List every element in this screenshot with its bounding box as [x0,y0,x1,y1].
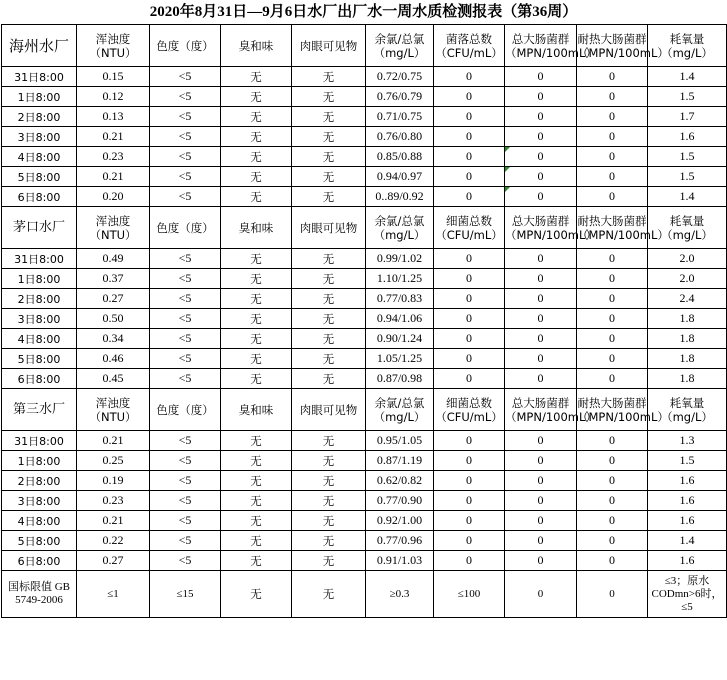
header-visible-matter: 肉眼可见物 [292,207,366,249]
value-color: <5 [150,167,221,187]
header-turbidity: 浑浊度（NTU） [77,25,150,67]
value-coliform: 0 [505,269,577,289]
table-row [2,511,727,531]
table-row [2,187,727,207]
value-oxygen-consumption: 1.6 [648,511,727,531]
limit-oxygen-consumption: ≤3；原水CODmn>6时，≤5 [648,571,727,618]
value-odor: 无 [221,127,292,147]
value-color: <5 [150,107,221,127]
value-coliform: 0 [505,471,577,491]
value-odor: 无 [221,471,292,491]
value-visible-matter: 无 [292,269,366,289]
value-chlorine: 1.05/1.25 [366,349,434,369]
value-oxygen-consumption: 1.8 [648,329,727,349]
value-chlorine: 0.95/1.05 [366,431,434,451]
plant-name: 海州水厂 [2,25,77,67]
value-chlorine: 0.76/0.79 [366,87,434,107]
table-row [2,369,727,389]
table-row [2,491,727,511]
value-color: <5 [150,491,221,511]
table-row [2,127,727,147]
value-thermo-coliform: 0 [577,531,648,551]
value-oxygen-consumption: 1.6 [648,471,727,491]
value-coliform: 0 [505,187,577,207]
value-turbidity: 0.22 [77,531,150,551]
value-visible-matter: 无 [292,491,366,511]
value-oxygen-consumption: 1.4 [648,187,727,207]
limit-coliform: 0 [505,571,577,618]
value-turbidity: 0.23 [77,147,150,167]
sample-time: 4日8:00 [2,511,77,531]
value-odor: 无 [221,369,292,389]
value-coliform: 0 [505,511,577,531]
value-bacteria: 0 [434,107,505,127]
value-oxygen-consumption: 2.4 [648,289,727,309]
header-oxygen-consumption: 耗氧量（mg/L） [648,207,727,249]
value-oxygen-consumption: 1.8 [648,309,727,329]
value-coliform: 0 [505,531,577,551]
value-chlorine: 0.76/0.80 [366,127,434,147]
value-oxygen-consumption: 1.8 [648,369,727,389]
value-visible-matter: 无 [292,349,366,369]
value-visible-matter: 无 [292,167,366,187]
value-thermo-coliform: 0 [577,167,648,187]
value-visible-matter: 无 [292,511,366,531]
value-thermo-coliform: 0 [577,369,648,389]
value-chlorine: 0.77/0.96 [366,531,434,551]
sample-time: 2日8:00 [2,289,77,309]
value-chlorine: 0.71/0.75 [366,107,434,127]
table-row [2,269,727,289]
sample-time: 5日8:00 [2,167,77,187]
value-chlorine: 0.72/0.75 [366,67,434,87]
value-thermo-coliform: 0 [577,551,648,571]
table-row [2,147,727,167]
header-coliform: 总大肠菌群（MPN/100mL） [505,25,577,67]
value-turbidity: 0.45 [77,369,150,389]
header-thermo-coliform: 耐热大肠菌群（MPN/100mL） [577,207,648,249]
sample-time: 4日8:00 [2,329,77,349]
value-coliform: 0 [505,349,577,369]
value-chlorine: 1.10/1.25 [366,269,434,289]
value-bacteria: 0 [434,127,505,147]
value-bacteria: 0 [434,369,505,389]
value-bacteria: 0 [434,431,505,451]
value-color: <5 [150,289,221,309]
sample-time: 3日8:00 [2,309,77,329]
value-chlorine: 0.94/1.06 [366,309,434,329]
header-thermo-coliform: 耐热大肠菌群（MPN/100mL） [577,25,648,67]
sample-time: 31日8:00 [2,249,77,269]
value-odor: 无 [221,107,292,127]
header-color: 色度（度） [150,389,221,431]
value-bacteria: 0 [434,147,505,167]
value-odor: 无 [221,67,292,87]
value-odor: 无 [221,269,292,289]
limit-chlorine: ≥0.3 [366,571,434,618]
header-oxygen-consumption: 耗氧量（mg/L） [648,25,727,67]
value-visible-matter: 无 [292,531,366,551]
value-coliform: 0 [505,67,577,87]
value-bacteria: 0 [434,551,505,571]
value-visible-matter: 无 [292,329,366,349]
table-row [2,531,727,551]
limit-thermo-coliform: 0 [577,571,648,618]
value-turbidity: 0.21 [77,127,150,147]
header-visible-matter: 肉眼可见物 [292,25,366,67]
value-bacteria: 0 [434,187,505,207]
value-bacteria: 0 [434,491,505,511]
sample-time: 6日8:00 [2,551,77,571]
value-chlorine: 0.77/0.90 [366,491,434,511]
value-chlorine: 0.62/0.82 [366,471,434,491]
value-visible-matter: 无 [292,249,366,269]
sample-time: 6日8:00 [2,369,77,389]
value-turbidity: 0.12 [77,87,150,107]
value-visible-matter: 无 [292,309,366,329]
value-bacteria: 0 [434,349,505,369]
value-thermo-coliform: 0 [577,511,648,531]
header-odor: 臭和味 [221,207,292,249]
value-oxygen-consumption: 1.6 [648,551,727,571]
value-color: <5 [150,451,221,471]
value-chlorine: 0.94/0.97 [366,167,434,187]
value-visible-matter: 无 [292,289,366,309]
value-thermo-coliform: 0 [577,309,648,329]
table-row [2,451,727,471]
value-odor: 无 [221,87,292,107]
table-row [2,309,727,329]
value-odor: 无 [221,329,292,349]
water-quality-table [1,24,727,618]
sample-time: 5日8:00 [2,531,77,551]
value-bacteria: 0 [434,471,505,491]
table-row [2,289,727,309]
sample-time: 31日8:00 [2,431,77,451]
value-chlorine: 0.90/1.24 [366,329,434,349]
value-thermo-coliform: 0 [577,67,648,87]
value-turbidity: 0.37 [77,269,150,289]
value-chlorine: 0..89/0.92 [366,187,434,207]
value-coliform: 0 [505,87,577,107]
header-odor: 臭和味 [221,25,292,67]
value-turbidity: 0.27 [77,551,150,571]
report-title: 2020年8月31日—9月6日水厂出厂水一周水质检测报表（第36周） [149,4,578,20]
value-visible-matter: 无 [292,147,366,167]
value-coliform: 0 [505,309,577,329]
sample-time: 1日8:00 [2,87,77,107]
header-coliform: 总大肠菌群（MPN/100mL） [505,389,577,431]
value-coliform: 0 [505,551,577,571]
value-coliform: 0 [505,451,577,471]
value-color: <5 [150,127,221,147]
value-bacteria: 0 [434,269,505,289]
value-bacteria: 0 [434,289,505,309]
value-color: <5 [150,67,221,87]
value-color: <5 [150,329,221,349]
value-turbidity: 0.20 [77,187,150,207]
value-thermo-coliform: 0 [577,249,648,269]
value-odor: 无 [221,309,292,329]
value-visible-matter: 无 [292,369,366,389]
sample-time: 2日8:00 [2,471,77,491]
value-oxygen-consumption: 2.0 [648,249,727,269]
value-oxygen-consumption: 1.7 [648,107,727,127]
value-color: <5 [150,269,221,289]
header-chlorine: 余氯/总氯（mg/L） [366,389,434,431]
value-coliform: 0 [505,249,577,269]
value-oxygen-consumption: 1.5 [648,451,727,471]
value-turbidity: 0.21 [77,167,150,187]
value-color: <5 [150,511,221,531]
section-header-row [2,389,727,431]
value-oxygen-consumption: 1.6 [648,491,727,511]
value-turbidity: 0.27 [77,289,150,309]
section-header-row [2,207,727,249]
value-odor: 无 [221,289,292,309]
sample-time: 2日8:00 [2,107,77,127]
header-color: 色度（度） [150,207,221,249]
value-visible-matter: 无 [292,107,366,127]
value-visible-matter: 无 [292,431,366,451]
sample-time: 5日8:00 [2,349,77,369]
value-odor: 无 [221,491,292,511]
sample-time: 4日8:00 [2,147,77,167]
table-row [2,67,727,87]
table-row [2,329,727,349]
value-chlorine: 0.92/1.00 [366,511,434,531]
value-turbidity: 0.21 [77,511,150,531]
value-visible-matter: 无 [292,87,366,107]
value-visible-matter: 无 [292,551,366,571]
value-chlorine: 0.87/1.19 [366,451,434,471]
header-thermo-coliform: 耐热大肠菌群（MPN/100mL） [577,389,648,431]
value-odor: 无 [221,349,292,369]
value-oxygen-consumption: 1.4 [648,531,727,551]
value-coliform: 0 [505,107,577,127]
value-oxygen-consumption: 1.3 [648,431,727,451]
limit-odor: 无 [221,571,292,618]
value-color: <5 [150,309,221,329]
value-coliform: 0 [505,431,577,451]
value-visible-matter: 无 [292,187,366,207]
value-thermo-coliform: 0 [577,349,648,369]
value-visible-matter: 无 [292,471,366,491]
value-oxygen-consumption: 1.4 [648,67,727,87]
sample-time: 3日8:00 [2,127,77,147]
header-oxygen-consumption: 耗氧量（mg/L） [648,389,727,431]
value-bacteria: 0 [434,67,505,87]
value-bacteria: 0 [434,451,505,471]
header-bacteria: 细菌总数（CFU/mL） [434,207,505,249]
value-bacteria: 0 [434,87,505,107]
header-odor: 臭和味 [221,389,292,431]
value-oxygen-consumption: 1.5 [648,87,727,107]
value-odor: 无 [221,187,292,207]
limit-turbidity: ≤1 [77,571,150,618]
value-thermo-coliform: 0 [577,107,648,127]
value-oxygen-consumption: 1.5 [648,147,727,167]
value-turbidity: 0.19 [77,471,150,491]
value-color: <5 [150,147,221,167]
value-coliform: 0 [505,329,577,349]
value-bacteria: 0 [434,249,505,269]
value-visible-matter: 无 [292,67,366,87]
value-odor: 无 [221,531,292,551]
value-turbidity: 0.34 [77,329,150,349]
value-bacteria: 0 [434,511,505,531]
value-coliform: 0 [505,491,577,511]
value-turbidity: 0.13 [77,107,150,127]
table-row [2,249,727,269]
value-thermo-coliform: 0 [577,269,648,289]
value-turbidity: 0.25 [77,451,150,471]
value-color: <5 [150,531,221,551]
limits-label: 国标限值 GB 5749-2006 [2,571,77,618]
header-color: 色度（度） [150,25,221,67]
table-row [2,349,727,369]
plant-name: 茅口水厂 [2,207,77,249]
table-row [2,471,727,491]
header-turbidity: 浑浊度（NTU） [77,389,150,431]
value-coliform: 0 [505,147,577,167]
value-coliform: 0 [505,167,577,187]
value-color: <5 [150,87,221,107]
value-thermo-coliform: 0 [577,147,648,167]
value-turbidity: 0.50 [77,309,150,329]
value-turbidity: 0.23 [77,491,150,511]
value-oxygen-consumption: 1.6 [648,127,727,147]
value-odor: 无 [221,249,292,269]
header-visible-matter: 肉眼可见物 [292,389,366,431]
value-odor: 无 [221,511,292,531]
value-thermo-coliform: 0 [577,289,648,309]
value-odor: 无 [221,451,292,471]
value-thermo-coliform: 0 [577,187,648,207]
value-color: <5 [150,431,221,451]
value-chlorine: 0.99/1.02 [366,249,434,269]
value-coliform: 0 [505,289,577,309]
value-turbidity: 0.21 [77,431,150,451]
value-odor: 无 [221,147,292,167]
value-color: <5 [150,349,221,369]
value-chlorine: 0.77/0.83 [366,289,434,309]
value-turbidity: 0.15 [77,67,150,87]
table-row [2,551,727,571]
value-odor: 无 [221,431,292,451]
section-header-row [2,25,727,67]
header-bacteria: 细菌总数（CFU/mL） [434,389,505,431]
value-odor: 无 [221,551,292,571]
value-color: <5 [150,471,221,491]
value-color: <5 [150,249,221,269]
value-oxygen-consumption: 1.8 [648,349,727,369]
value-thermo-coliform: 0 [577,491,648,511]
limits-row [2,571,727,618]
table-row [2,167,727,187]
value-bacteria: 0 [434,167,505,187]
value-color: <5 [150,369,221,389]
value-coliform: 0 [505,127,577,147]
sample-time: 31日8:00 [2,67,77,87]
value-color: <5 [150,187,221,207]
value-bacteria: 0 [434,329,505,349]
value-thermo-coliform: 0 [577,87,648,107]
value-chlorine: 0.87/0.98 [366,369,434,389]
header-coliform: 总大肠菌群（MPN/100mL） [505,207,577,249]
value-thermo-coliform: 0 [577,127,648,147]
value-odor: 无 [221,167,292,187]
plant-name: 第三水厂 [2,389,77,431]
limit-color: ≤15 [150,571,221,618]
table-row [2,87,727,107]
value-turbidity: 0.46 [77,349,150,369]
value-oxygen-consumption: 1.5 [648,167,727,187]
sample-time: 1日8:00 [2,451,77,471]
value-thermo-coliform: 0 [577,451,648,471]
value-chlorine: 0.85/0.88 [366,147,434,167]
header-chlorine: 余氯/总氯（mg/L） [366,25,434,67]
limit-visible-matter: 无 [292,571,366,618]
limit-bacteria: ≤100 [434,571,505,618]
value-bacteria: 0 [434,309,505,329]
header-turbidity: 浑浊度（NTU） [77,207,150,249]
sample-time: 3日8:00 [2,491,77,511]
value-thermo-coliform: 0 [577,329,648,349]
value-coliform: 0 [505,369,577,389]
value-turbidity: 0.49 [77,249,150,269]
value-visible-matter: 无 [292,451,366,471]
value-color: <5 [150,551,221,571]
value-thermo-coliform: 0 [577,431,648,451]
value-oxygen-consumption: 2.0 [648,269,727,289]
table-row [2,107,727,127]
value-thermo-coliform: 0 [577,471,648,491]
header-bacteria: 菌落总数（CFU/mL） [434,25,505,67]
value-visible-matter: 无 [292,127,366,147]
value-bacteria: 0 [434,531,505,551]
sample-time: 6日8:00 [2,187,77,207]
table-row [2,431,727,451]
value-chlorine: 0.91/1.03 [366,551,434,571]
header-chlorine: 余氯/总氯（mg/L） [366,207,434,249]
sample-time: 1日8:00 [2,269,77,289]
